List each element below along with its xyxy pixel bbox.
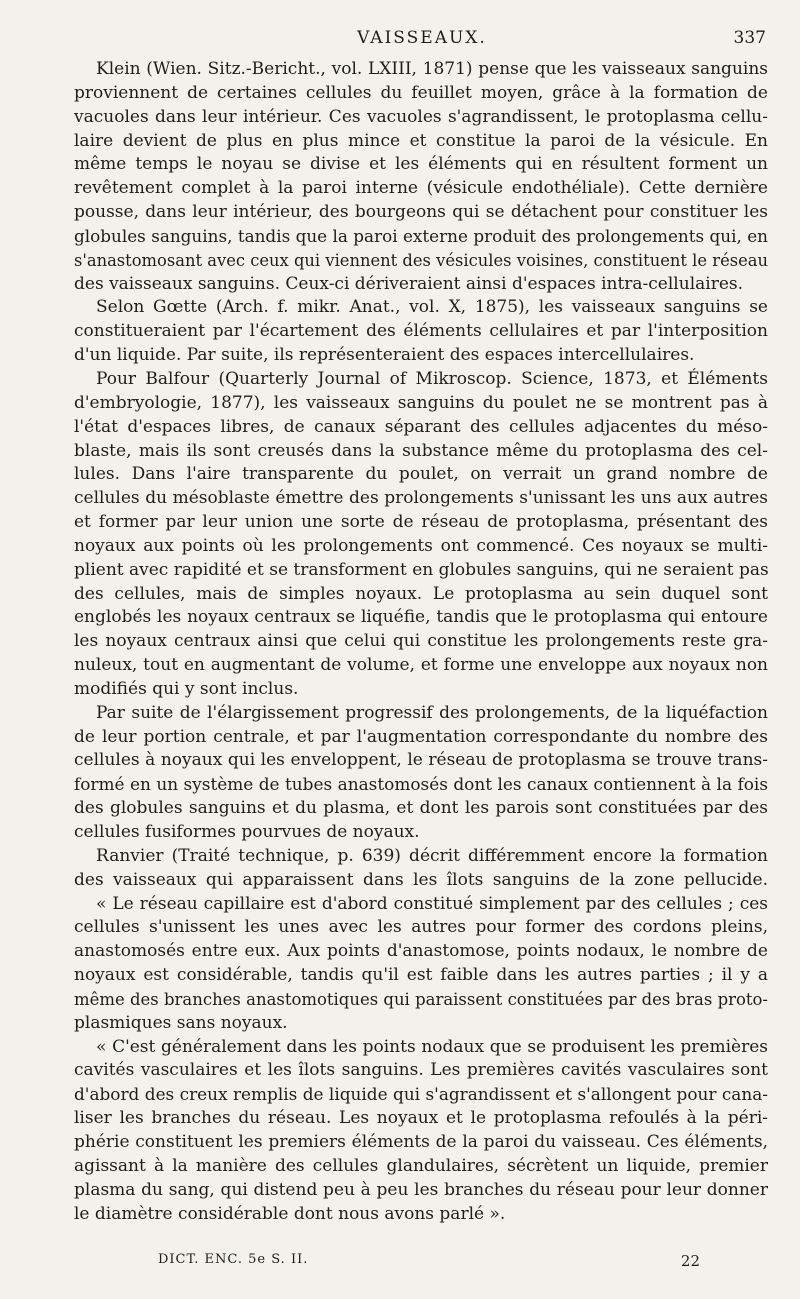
text-line: des vaisseaux sanguins. Ceux-ci dériveraient ainsi d'espaces intra-cellulaires. [74, 273, 744, 294]
text-line: noyaux aux points où les prolongements ont commencé. Ces noyaux se multi- [74, 535, 768, 556]
text-line: proviennent de certaines cellules du feuillet moyen, grâce à la formation de [74, 82, 768, 103]
running-title: VAISSEAUX. [357, 28, 487, 48]
text-line: Selon Gœtte (Arch. f. mikr. Anat., vol. X, 1875), les vaisseaux sanguins se [96, 297, 768, 318]
text-line: des globules sanguins et du plasma, et dont les parois sont constituées par des [74, 798, 768, 819]
text-line: cellules à noyaux qui les enveloppent, le réseau de protoplasma se trouve trans- [74, 750, 768, 771]
text-line: nuleux, tout en augmentant de volume, et forme une enveloppe aux noyaux non [74, 655, 768, 676]
text-line: plasma du sang, qui distend peu à peu les branches du réseau pour leur donner [74, 1179, 768, 1200]
printer-signature: DICT. ENC. 5e S. II. [158, 1252, 309, 1267]
text-line: liser les branches du réseau. Les noyaux et le protoplasma refoulés à la péri- [74, 1108, 768, 1129]
text-line: cavités vasculaires et les îlots sanguins. Les premières cavités vasculaires sont [74, 1060, 768, 1081]
text-line: les noyaux centraux ainsi que celui qui constitue les prolongements reste gra- [74, 631, 768, 652]
text-line: Pour Balfour (Quarterly Journal of Mikroscop. Science, 1873, et Éléments [96, 368, 768, 389]
body-text [74, 58, 768, 1226]
text-line: plient avec rapidité et se transforment en globules sanguins, qui ne seraient pas [74, 559, 769, 580]
text-line: et former par leur union une sorte de réseau de protoplasma, présentant des [74, 512, 768, 533]
text-line: même des branches anastomotiques qui paraissent constituées par des bras proto- [74, 989, 768, 1009]
text-line: d'un liquide. Par suite, ils représenteraient des espaces intercellulaires. [74, 345, 695, 366]
text-line: Par suite de l'élargissement progressif des prolongements, de la liquéfaction [96, 702, 768, 723]
text-line: même temps le noyau se divise et les éléments qui en résultent forment un [74, 154, 768, 175]
text-line: cellules fusiformes pourvues de noyaux. [74, 822, 420, 842]
text-line: modifiés qui y sont inclus. [74, 678, 299, 699]
text-line: pousse, dans leur intérieur, des bourgeons qui se détachent pour constituer les [74, 202, 768, 223]
text-line: de leur portion centrale, et par l'augmentation correspondante du nombre des [74, 726, 768, 747]
sheet-number: 22 [680, 1252, 700, 1270]
running-head [74, 26, 770, 56]
text-line: cellules du mésoblaste émettre des prolongements s'unissant les uns aux autres [74, 488, 768, 509]
text-line: agissant à la manière des cellules glandulaires, sécrètent un liquide, premier [74, 1155, 768, 1176]
text-line: l'état d'espaces libres, de canaux séparant des cellules adjacentes du méso- [74, 416, 768, 437]
text-line: anastomosés entre eux. Aux points d'anastomose, points nodaux, le nombre de [74, 941, 768, 962]
page-footer [158, 1252, 700, 1276]
text-line: « C'est généralement dans les points nodaux que se produisent les premières [96, 1036, 768, 1057]
page-number: 337 [733, 28, 766, 48]
text-line: le diamètre considérable dont nous avons parlé ». [74, 1203, 506, 1224]
text-line: cellules s'unissent les unes avec les autres pour former des cordons pleins, [74, 917, 768, 938]
text-line: lules. Dans l'aire transparente du poulet, on verrait un grand nombre de [74, 464, 768, 485]
text-line: laire devient de plus en plus mince et constitue la paroi de la vésicule. En [74, 130, 768, 151]
text-line: vacuoles dans leur intérieur. Ces vacuoles s'agrandissent, le protoplasma cellu- [74, 106, 768, 127]
text-line: s'anastomosant avec ceux qui viennent des vésicules voisines, constituent le réseau [74, 250, 768, 270]
text-line: « Le réseau capillaire est d'abord constitué simplement par des cellules ; ces [96, 893, 768, 914]
text-line: formé en un système de tubes anastomosés dont les canaux contiennent à la fois [74, 774, 768, 795]
text-line: Klein (Wien. Sitz.-Bericht., vol. LXIII, 1871) pense que les vaisseaux sanguins [96, 59, 768, 79]
text-line: plasmiques sans noyaux. [74, 1012, 288, 1033]
text-line: noyaux est considérable, tandis qu'il est faible dans les autres parties ; il y a [74, 965, 768, 986]
text-line: phérie constituent les premiers éléments de la paroi du vaisseau. Ces éléments, [74, 1131, 768, 1152]
text-line: d'abord des creux remplis de liquide qui s'agrandissent et s'allongent pour cana- [74, 1084, 768, 1105]
text-line: des cellules, mais de simples noyaux. Le protoplasma au sein duquel sont [74, 583, 768, 604]
text-line: d'embryologie, 1877), les vaisseaux sanguins du poulet ne se montrent pas à [74, 392, 768, 413]
text-line: englobés les noyaux centraux se liquéfie, tandis que le protoplasma qui entoure [74, 607, 768, 628]
text-line: Ranvier (Traité technique, p. 639) décrit différemment encore la formation [96, 845, 768, 866]
text-line: globules sanguins, tandis que la paroi externe produit des prolongements qui, en [74, 225, 768, 246]
text-line: constitueraient par l'écartement des éléments cellulaires et par l'interposition [74, 321, 768, 342]
text-line: blaste, mais ils sont creusés dans la substance même du protoplasma des cel- [74, 440, 768, 461]
text-line: des vaisseaux qui apparaissent dans les îlots sanguins de la zone pellucide. [74, 869, 768, 890]
text-line: revêtement complet à la paroi interne (vésicule endothéliale). Cette dernière [74, 178, 768, 199]
